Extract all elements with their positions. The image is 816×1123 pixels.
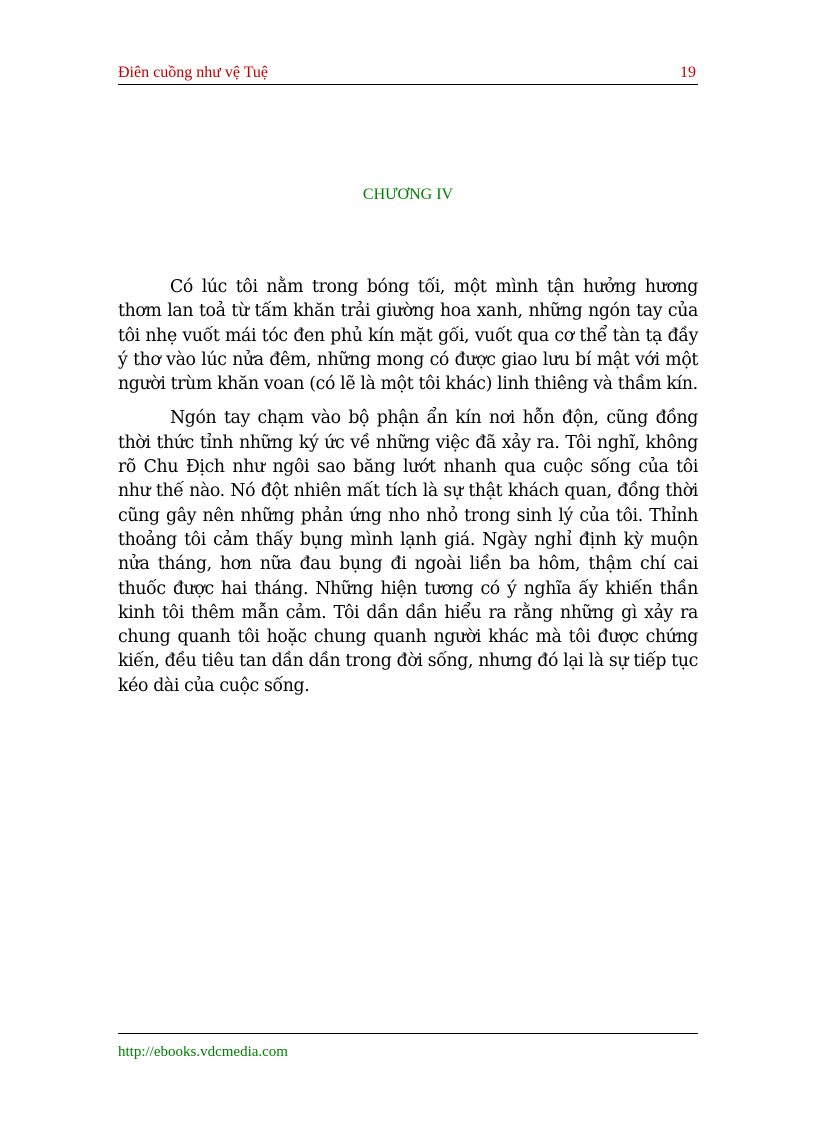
chapter-heading: CHƯƠNG IV xyxy=(362,186,454,203)
paragraph: Ngón tay chạm vào bộ phận ẩn kín nơi hỗn độn, cũng đồng thời thức tỉnh những ký ức về những việc đã xảy ra. Tôi nghĩ, không rõ Chu Địch như ngôi sao băng lướt nhanh qua cuộc sống của tôi như thế nào. Nó đột nhiên mất tích là sự thật khách quan, đồng thời cũng gây nên những phản ứng nho nhỏ trong sinh lý của tôi. Thỉnh thoảng tôi cảm thấy bụng mình lạnh giá. Ngày nghỉ định kỳ muộn nửa tháng, hơn nữa đau bụng đi ngoài liền ba hôm, thậm chí cai thuốc được hai tháng. Những hiện tương có ý nghĩa ấy khiến thần kinh tôi thêm mẫn cảm. Tôi dần dần hiểu ra rằng những gì xảy ra chung quanh tôi hoặc chung quanh người khác mà tôi được chứng kiến, đều tiêu tan dần dần trong đời sống, nhưng đó lại là sự tiếp tục kéo dài của cuộc sống. xyxy=(118,408,698,696)
body-text xyxy=(118,275,698,708)
footer-link[interactable]: http://ebooks.vdcmedia.com xyxy=(118,1044,288,1060)
book-title: Điên cuồng như vệ Tuệ xyxy=(118,64,268,81)
footer-divider xyxy=(118,1033,698,1034)
page-number: 19 xyxy=(680,64,696,81)
paragraph: Có lúc tôi nằm trong bóng tối, một mình tận hưởng hương thơm lan toả từ tấm khăn trải giường hoa xanh, những ngón tay của tôi nhẹ vuốt mái tóc đen phủ kín mặt gối, vuốt qua cơ thể tàn tạ đầy ý thơ vào lúc nửa đêm, những mong có được giao lưu bí mật với một người trùm khăn voan (có lẽ là một tôi khác) linh thiêng và thầm kín. xyxy=(118,277,698,395)
page-header xyxy=(118,62,698,85)
